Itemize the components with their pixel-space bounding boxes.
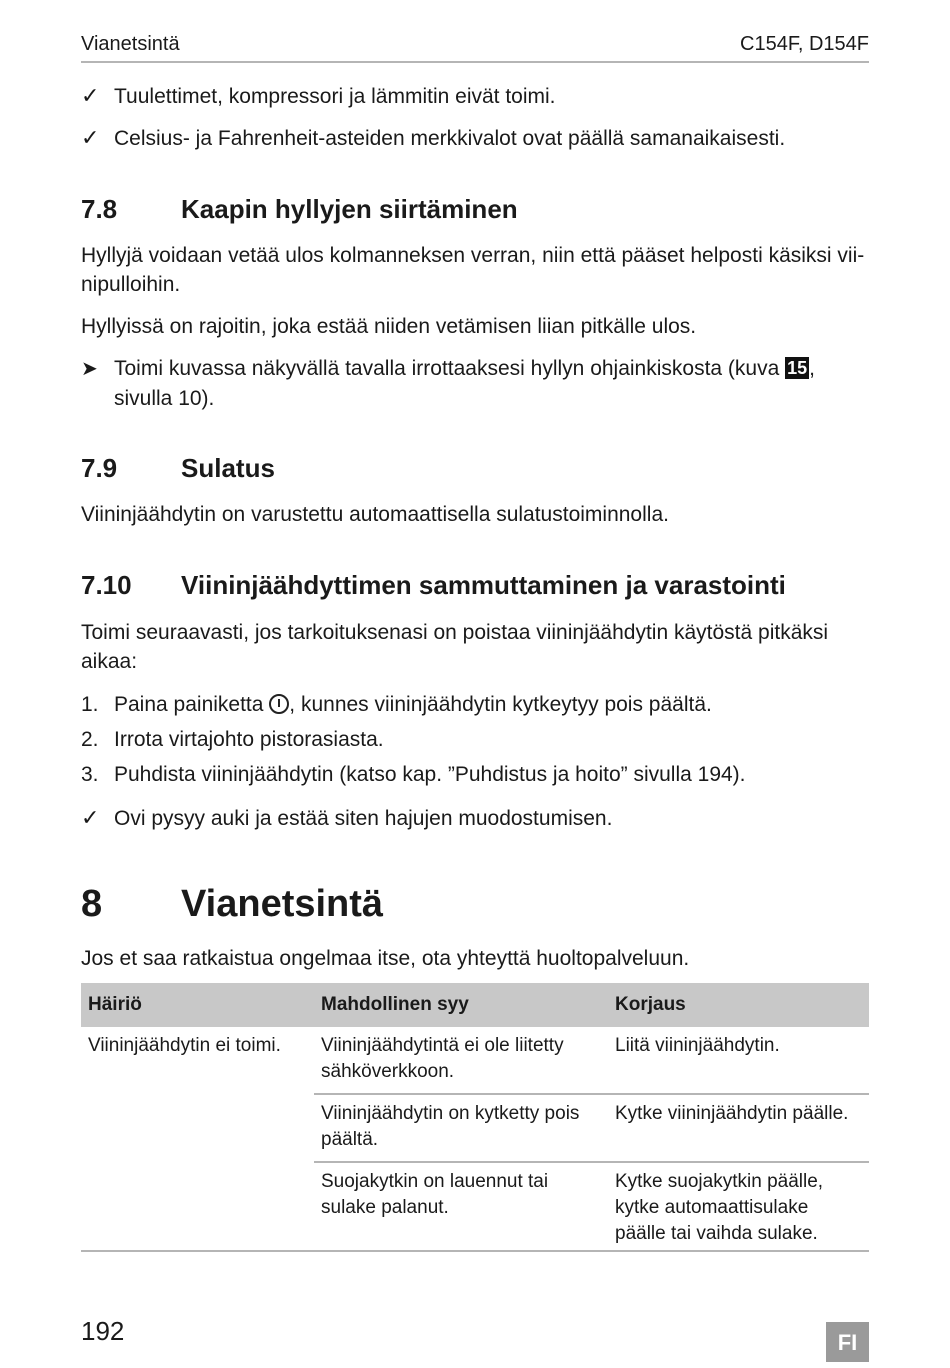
check-text: Ovi pysyy auki ja estää siten hajujen muodostumisen.	[114, 807, 613, 830]
list-item	[81, 760, 746, 789]
column-header-remedy: Korjaus	[608, 983, 869, 1027]
check-item	[81, 803, 612, 833]
section-number: 7.8	[81, 194, 118, 224]
list-number: 2.	[81, 728, 99, 751]
section-heading-7-10	[81, 570, 786, 601]
cell-line: Viininjäähdytin on kytketty pois	[321, 1103, 580, 1124]
list-text: Paina painiketta	[114, 693, 264, 716]
page-number: 192	[81, 1316, 125, 1346]
check-icon: ✓	[81, 125, 100, 150]
column-header-cause: Mahdollinen syy	[314, 983, 608, 1027]
table-bottom-rule	[81, 1250, 869, 1252]
fault-cell: Viininjäähdytin ei toimi.	[88, 1035, 281, 1056]
language-badge: FI	[826, 1322, 869, 1362]
chapter-heading-8	[81, 883, 383, 926]
check-icon: ✓	[81, 83, 100, 108]
header-model-names: C154F, D154F	[740, 33, 869, 55]
section-title: Viininjäähdyttimen sammuttaminen ja varastointi	[181, 570, 786, 600]
section-title: Sulatus	[181, 453, 275, 483]
remedy-cell	[608, 1094, 869, 1162]
table-header-row	[81, 983, 869, 1027]
check-icon: ✓	[81, 805, 100, 830]
check-text: Tuulettimet, kompressori ja lämmitin eivät toimi.	[114, 85, 556, 108]
list-item	[81, 690, 712, 719]
section-number: 7.9	[81, 453, 118, 483]
cause-cell	[314, 1162, 608, 1255]
remedy-cell	[608, 1162, 869, 1255]
cell-line: Viininjäähdytintä ei ole liitetty	[321, 1035, 564, 1056]
paragraph: Hyllyissä on rajoitin, joka estää niiden vetämisen liian pitkälle ulos.	[81, 315, 697, 338]
column-header-fault: Häiriö	[81, 983, 314, 1027]
cell-line: sulake palanut.	[321, 1197, 449, 1218]
section-heading-7-9	[81, 453, 275, 484]
list-number: 3.	[81, 763, 99, 786]
arrow-icon: ➤	[81, 358, 98, 380]
troubleshooting-table	[81, 983, 869, 1255]
section-title: Kaapin hyllyjen siirtäminen	[181, 194, 518, 224]
section-number: 7.10	[81, 570, 132, 600]
chapter-title: Vianetsintä	[181, 883, 384, 925]
cell-line: kytke automaattisulake	[615, 1197, 809, 1218]
paragraph-line: Hyllyjä voidaan vetää ulos kolmanneksen verran, niin että pääset helposti käsiksi vii-	[81, 244, 865, 267]
cause-cell	[314, 1094, 608, 1162]
figure-reference: 15	[787, 358, 808, 378]
list-text: Irrota virtajohto pistorasiasta.	[114, 728, 384, 751]
paragraph: Viininjäähdytin on varustettu automaattisella sulatustoiminnolla.	[81, 503, 669, 526]
check-item	[81, 123, 785, 153]
list-text: Puhdista viininjäähdytin (katso kap. ”Puhdistus ja hoito” sivulla 194).	[114, 763, 746, 786]
paragraph	[81, 241, 864, 299]
instruction-text: ,	[809, 357, 815, 380]
paragraph-line: Toimi seuraavasti, jos tarkoituksenasi on poistaa viininjäähdytin käytöstä pitkäksi	[81, 621, 829, 644]
paragraph	[81, 618, 828, 676]
power-button-icon	[269, 694, 289, 714]
instruction-text: Toimi kuvassa näkyvällä tavalla irrottaaksesi hyllyn ohjainkiskosta (kuva	[114, 357, 786, 380]
cell-line: Kytke viininjäähdytin päälle.	[615, 1103, 849, 1124]
check-text: Celsius- ja Fahrenheit-asteiden merkkivalot ovat päällä samanaikaisesti.	[114, 127, 786, 150]
cell-line: Liitä viininjäähdytin.	[615, 1035, 780, 1056]
remedy-cell	[608, 1027, 869, 1094]
cell-line: Suojakytkin on lauennut tai	[321, 1171, 549, 1192]
instruction-item	[81, 354, 815, 413]
paragraph: Jos et saa ratkaistua ongelmaa itse, ota yhteyttä huoltopalveluun.	[81, 947, 690, 970]
page-header	[81, 31, 869, 63]
list-number: 1.	[81, 693, 99, 716]
chapter-number: 8	[81, 883, 103, 925]
header-section-title: Vianetsintä	[81, 33, 180, 55]
list-item	[81, 725, 384, 754]
cell-line: Kytke suojakytkin päälle,	[615, 1171, 824, 1192]
list-text: , kunnes viininjäähdytin kytkeytyy pois päältä.	[289, 693, 712, 716]
check-item	[81, 81, 556, 111]
section-heading-7-8	[81, 194, 518, 225]
cell-line: päältä.	[321, 1129, 379, 1150]
paragraph-line: aikaa:	[81, 650, 138, 673]
cause-cell	[314, 1027, 608, 1094]
cell-line: sähköverkkoon.	[321, 1061, 455, 1082]
table-row	[81, 1027, 869, 1094]
instruction-text: sivulla 10).	[114, 387, 215, 410]
cell-line: päälle tai vaihda sulake.	[615, 1223, 818, 1244]
paragraph-line: nipulloihin.	[81, 273, 181, 296]
